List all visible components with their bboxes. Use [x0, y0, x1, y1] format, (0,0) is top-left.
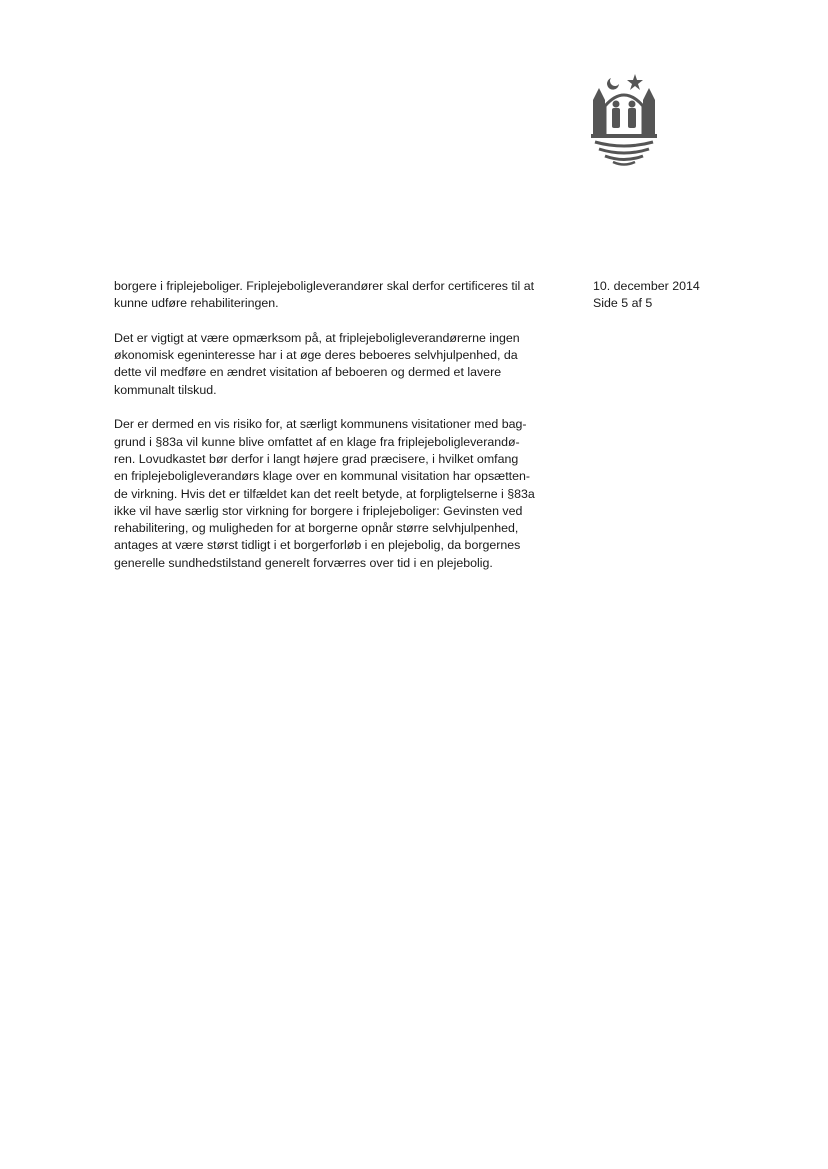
document-date: 10. december 2014 — [593, 279, 700, 293]
body-paragraph-2: Det er vigtigt at være opmærksom på, at friplejeboligleverandørerne ingen økonomisk egeninteresse har i at øge deres beboeres selvhjulpenhed, da dette vil medføre en ændret visitation af beboeren og dermed et lavere kommunalt tilskud. — [114, 330, 520, 397]
body-paragraph-3: Der er dermed en vis risiko for, at særligt kommunens visitationer med bag- grund i §83a vil kunne blive omfattet af en klage fra friplejeboligleverandø- ren. Lovudkastet bør derfor i langt højere grad præcisere, i hvilket omfang en friplejeboligleverandørs klage over en kommunal visitation har opsætten- de virkning. Hvis det er tilfældet kan det reelt betyde, at forpligtelserne i §83a ikke vil have særlig stor virkning for borgere i friplejeboliger: Gevinsten ved rehabilitering, og muligheden for at borgerne opnår større selvhjulpenhed, antages at være størst tidligt i et borgerforløb i en plejebolig, da borgernes generelle sundhedstilstand generelt forværres over tid i en plejebolig. — [114, 417, 535, 570]
document-meta — [593, 278, 743, 313]
page-number: Side 5 af 5 — [593, 296, 653, 311]
body-paragraph-1: borgere i friplejeboliger. Friplejeboligleverandører skal derfor certificeres til at kunne udføre rehabiliteringen. — [114, 279, 535, 311]
coat-of-arms-logo — [585, 70, 663, 170]
city-coat-of-arms-icon — [585, 70, 663, 170]
letter-body — [114, 278, 584, 589]
